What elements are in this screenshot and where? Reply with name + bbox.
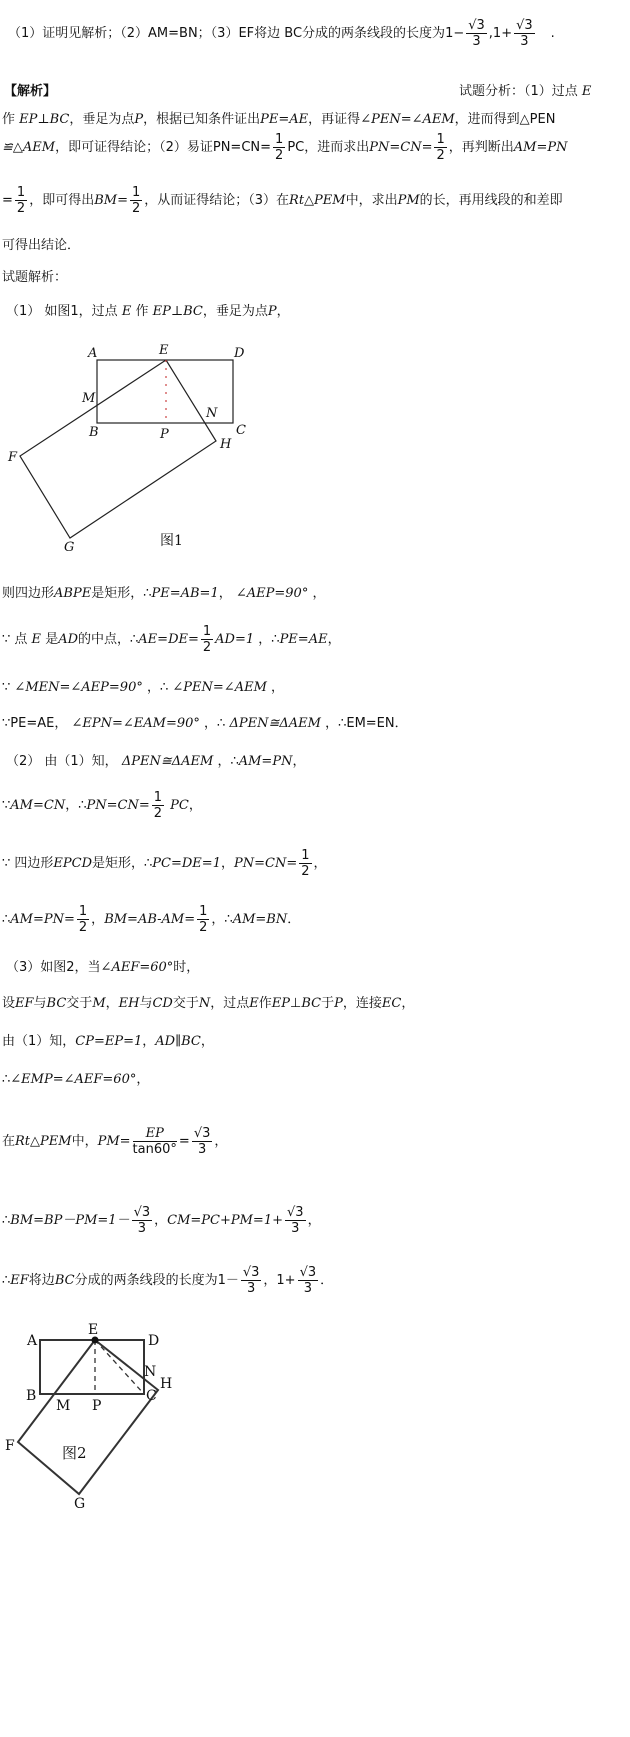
solution-line-1: （1） 如图1，过点 E 作 EP⊥BC，垂足为点P， bbox=[6, 304, 290, 319]
label-P: P bbox=[160, 427, 169, 442]
label-C: C bbox=[236, 423, 246, 438]
solution-line-14: 在Rt△PEM中，PM= $\frac{EP}{\tan 60^\circ}$ = $\frac{√3}{3}$ ， bbox=[2, 1126, 228, 1157]
label2-A: A bbox=[27, 1333, 38, 1349]
analysis-row-4: = $\frac{1}{2}$ ，即可得出BM= $\frac{1}{2}$ ，从而证得结论；（3）在Rt△PEM中，求出PM的长，再用线段的和差即 bbox=[2, 185, 563, 216]
figure-2 bbox=[0, 1318, 200, 1528]
segment-ec-2 bbox=[95, 1340, 144, 1394]
solution-line-9: ∴AM=PN= $\frac{1}{2}$ ，BM=AB-AM= $\frac{1}{2}$ ，∴AM=BN． bbox=[2, 904, 301, 935]
solution-line-10: （3）如图2，当∠AEF=60°时， bbox=[6, 960, 200, 975]
label2-F: F bbox=[5, 1438, 15, 1454]
figure-1 bbox=[0, 338, 260, 558]
label-N: N bbox=[206, 406, 218, 421]
answer-value-1: 1− bbox=[445, 26, 465, 41]
answer-text: （1）证明见解析；（2）AM=BN；（3）EF将边 BC分成的两条线段的长度为 bbox=[8, 26, 446, 41]
label2-C: C bbox=[146, 1388, 157, 1404]
label2-E: E bbox=[88, 1322, 99, 1338]
label-D: D bbox=[234, 346, 245, 361]
analysis-label: 【解析】 bbox=[4, 84, 57, 99]
solution-line-3: ∵ 点 E 是AD的中点，∴AE=DE= $\frac{1}{2}$ AD=1 ，∴PE=AE， bbox=[2, 624, 341, 655]
answer-fraction-2: $\frac{√3}{3}$ bbox=[516, 18, 533, 49]
label2-N: N bbox=[144, 1364, 157, 1380]
label-E: E bbox=[159, 343, 169, 358]
figure-2-caption: 图2 bbox=[62, 1444, 87, 1462]
solution-line-6: （2） 由（1）知， ΔPEN≅ΔAEM ，∴AM=PN， bbox=[6, 754, 306, 769]
label-H: H bbox=[220, 437, 232, 452]
analysis-row-5: 可得出结论． bbox=[2, 238, 81, 253]
answer-line: （1）证明见解析；（2）AM=BN；（3）EF将边 BC分成的两条线段的长度为1− $\frac{√3}{3}$ ,1+ $\frac{√3}{3}$ . bbox=[8, 18, 555, 49]
solution-line-5: ∵PE=AE， ∠EPN=∠EAM=90° ，∴ ΔPEN≅ΔAEM ，∴EM=EN． bbox=[2, 716, 408, 731]
label2-P: P bbox=[92, 1398, 102, 1414]
answer-fraction-1: $\frac{√3}{3}$ bbox=[468, 18, 485, 49]
solution-line-12: 由（1）知，CP=EP=1，AD∥BC， bbox=[2, 1034, 214, 1049]
label2-D: D bbox=[148, 1333, 160, 1349]
solution-line-11: 设EF与BC交于M，EH与CD交于N，过点E作EP⊥BC于P，连接EC， bbox=[2, 996, 415, 1011]
label-M: M bbox=[82, 391, 96, 406]
label-B: B bbox=[89, 425, 99, 440]
label2-B: B bbox=[26, 1388, 37, 1404]
analysis-row-2: 作 EP⊥BC，垂足为点P，根据已知条件证出PE=AE，再证得∠PEN=∠AEM，进而得到△PEN bbox=[2, 112, 556, 127]
solution-line-15: ∴BM=BP－PM=1－ $\frac{√3}{3}$ ，CM=PC+PM=1+ $\frac{√3}{3}$ ， bbox=[2, 1205, 321, 1236]
label2-M: M bbox=[56, 1398, 71, 1414]
analysis-tag: 试题分析：（1）过点 E bbox=[459, 84, 592, 99]
label2-G: G bbox=[74, 1496, 86, 1512]
square-efgh bbox=[20, 360, 216, 538]
solution-line-2: 则四边形ABPE是矩形，∴PE=AB=1， ∠AEP=90° ， bbox=[2, 586, 326, 601]
solution-line-4: ∵ ∠MEN=∠AEP=90° ，∴ ∠PEN=∠AEM ， bbox=[2, 680, 285, 695]
label-A: A bbox=[88, 346, 98, 361]
answer-separator: ,1+ bbox=[488, 26, 513, 41]
label2-H: H bbox=[160, 1376, 173, 1392]
solution-label: 试题解析： bbox=[2, 270, 68, 285]
label-G: G bbox=[64, 540, 75, 555]
solution-line-7: ∵AM=CN，∴PN=CN= $\frac{1}{2}$ PC， bbox=[2, 790, 202, 821]
label-F: F bbox=[8, 450, 18, 465]
solution-line-8: ∵ 四边形EPCD是矩形，∴PC=DE=1，PN=CN= $\frac{1}{2}$ ， bbox=[2, 848, 327, 879]
solution-line-16: ∴EF将边BC分成的两条线段的长度为1－ $\frac{√3}{3}$ ，1+ $\frac{√3}{3}$ ． bbox=[2, 1265, 334, 1296]
analysis-row-3: ≌△AEM，即可证得结论；（2）易证PN=CN= $\frac{1}{2}$ PC，进而求出PN=CN= $\frac{1}{2}$ ，再判断出AM=PN bbox=[2, 132, 568, 163]
solution-line-13: ∴∠EMP=∠AEF=60°， bbox=[2, 1072, 150, 1087]
figure-1-caption: 图1 bbox=[160, 533, 183, 549]
